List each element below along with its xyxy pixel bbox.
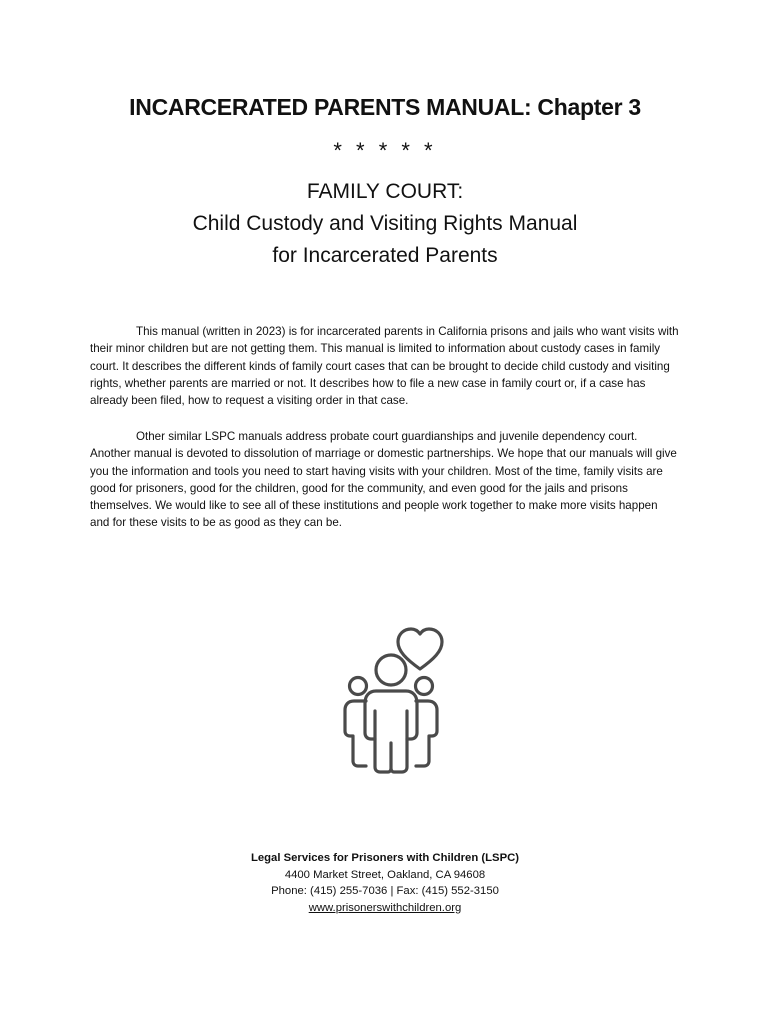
subtitle-line-3: for Incarcerated Parents	[272, 244, 498, 267]
subtitle	[0, 176, 770, 272]
right-child-body-icon	[416, 701, 437, 766]
paragraph-1-text: This manual (written in 2023) is for incarcerated parents in California prisons and jails who want visits with their minor children but are not getting them. This manual is limited to information about custody cases in family court. It describes the different kinds of family court cases that can be brought to decide child custody and visiting rights, whether parents are married or not. It describes how to file a new case in family court or, if a case has already been filed, how to request a visiting order in that case.	[90, 325, 679, 408]
page-title: INCARCERATED PARENTS MANUAL: Chapter 3	[129, 94, 641, 120]
left-child-head-icon	[350, 678, 367, 695]
paragraph-2-text: Other similar LSPC manuals address probate court guardianships and juvenile dependency court. Another manual is devoted to dissolution of marriage or domestic partnerships. We hope that our manuals will give you the information and tools you need to start having visits with your children. Most of the time, family visits are good for prisoners, good for the children, good for the community, and even good for the jails and prisons themselves. We would like to see all of these institutions and people work together to make more visits happen and for these visits to be as good as they can be.	[90, 430, 677, 530]
subtitle-line-1: FAMILY COURT:	[306, 180, 464, 203]
family-heart-icon	[336, 625, 446, 775]
intro-paragraph-1	[90, 323, 680, 409]
adult-body-icon	[365, 691, 417, 772]
left-child-body-icon	[345, 701, 366, 766]
adult-arm-lines-icon	[375, 711, 407, 739]
subtitle-line-2: Child Custody and Visiting Rights Manual	[192, 212, 578, 235]
adult-head-icon	[376, 655, 406, 685]
website-link[interactable]: www.prisonerswithchildren.org	[308, 901, 462, 914]
organization-phone-fax: Phone: (415) 255-7036 | Fax: (415) 552-3150	[271, 885, 499, 897]
intro-paragraph-2	[90, 428, 680, 532]
title-separator: * * * * *	[333, 138, 437, 163]
organization-address: 4400 Market Street, Oakland, CA 94608	[284, 868, 486, 881]
right-child-head-icon	[416, 678, 433, 695]
contact-footer	[0, 850, 770, 916]
organization-name: Legal Services for Prisoners with Children (LSPC)	[250, 852, 520, 864]
